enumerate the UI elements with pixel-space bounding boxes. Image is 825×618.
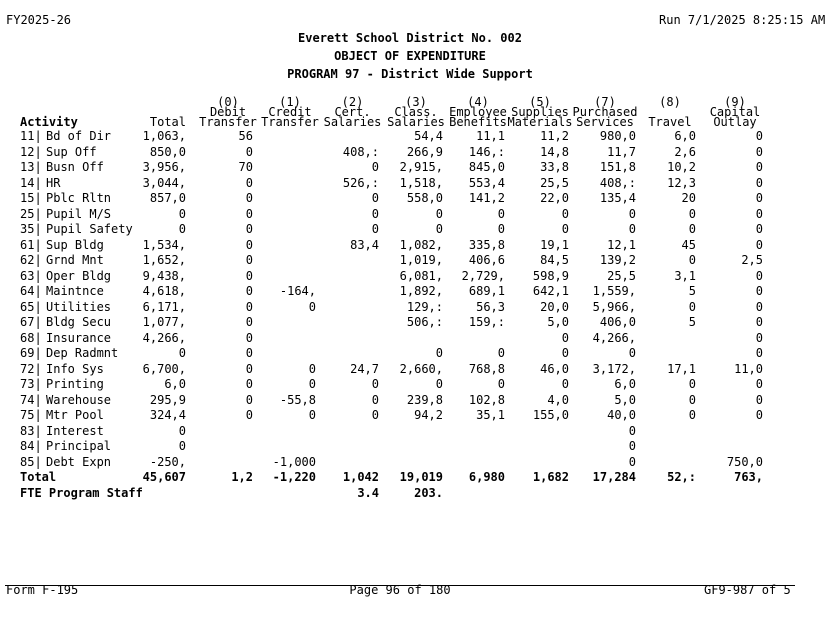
cell-c0: 0	[245, 269, 253, 283]
activity-code: 73|	[20, 377, 42, 391]
cell-c6: 980,0	[599, 129, 636, 143]
total-c2: 1,042	[342, 470, 379, 484]
cell-c5: 14,8	[540, 145, 569, 159]
cell-c8: 0	[755, 191, 763, 205]
column-sublabel-c3: Salaries	[387, 115, 445, 129]
cell-c0: 0	[245, 207, 253, 221]
activity-name: Busn Off	[46, 160, 104, 174]
cell-c8: 0	[755, 238, 763, 252]
column-number-c7: (8)	[659, 95, 681, 109]
cell-c6: 25,5	[607, 269, 636, 283]
form-number: Form F-195	[6, 583, 79, 597]
column-sublabel-c8: Outlay	[713, 115, 757, 129]
cell-c6: 139,2	[599, 253, 636, 267]
cell-c0: 0	[245, 315, 253, 329]
cell-total: -250,	[149, 455, 186, 469]
cell-c6: 11,7	[607, 145, 636, 159]
cell-c4: 102,8	[468, 393, 505, 407]
cell-c6: 12,1	[607, 238, 636, 252]
activity-name: Interest	[46, 424, 104, 438]
cell-c6: 406,0	[599, 315, 636, 329]
total-c1: -1,220	[272, 470, 316, 484]
cell-c8: 0	[755, 269, 763, 283]
cell-c1: 0	[308, 362, 316, 376]
cell-c8: 0	[755, 315, 763, 329]
cell-total: 857,0	[149, 191, 186, 205]
cell-c3: 0	[435, 377, 443, 391]
cell-c4: 56,3	[476, 300, 505, 314]
activity-code: 74|	[20, 393, 42, 407]
cell-c0: 70	[238, 160, 253, 174]
fiscal-year: FY2025-26	[6, 13, 72, 27]
cell-c5: 0	[561, 346, 569, 360]
cell-c8: 0	[755, 393, 763, 407]
cell-c2: 0	[371, 207, 379, 221]
cell-c7: 0	[688, 408, 696, 422]
activity-name: Pupil M/S	[46, 207, 112, 221]
cell-c8: 0	[755, 331, 763, 345]
activity-name: Sup Off	[46, 145, 97, 159]
activity-name: Info Sys	[46, 362, 104, 376]
cell-c3: 2,660,	[399, 362, 443, 376]
cell-c6: 151,8	[599, 160, 636, 174]
cell-c7: 3,1	[674, 269, 696, 283]
activity-name: Debt Expn	[46, 455, 112, 469]
cell-c3: 239,8	[406, 393, 443, 407]
cell-c2: 0	[371, 191, 379, 205]
total-c5: 1,682	[532, 470, 569, 484]
cell-c0: 0	[245, 222, 253, 236]
cell-c7: 10,2	[667, 160, 696, 174]
cell-c8: 0	[755, 222, 763, 236]
cell-total: 6,171,	[142, 300, 186, 314]
cell-c7: 0	[688, 300, 696, 314]
cell-c7: 6,0	[674, 129, 696, 143]
cell-c0: 0	[245, 377, 253, 391]
cell-c4: 768,8	[468, 362, 505, 376]
cell-c0: 0	[245, 253, 253, 267]
activity-code: 12|	[20, 145, 42, 159]
column-total-header: Total	[149, 115, 186, 129]
cell-c4: 141,2	[468, 191, 505, 205]
activity-name: Dep Radmnt	[46, 346, 119, 360]
cell-c7: 45	[681, 238, 696, 252]
cell-c4: 0	[497, 377, 505, 391]
cell-c3: 54,4	[414, 129, 443, 143]
cell-total: 3,956,	[142, 160, 186, 174]
cell-total: 4,266,	[142, 331, 186, 345]
fte-class: 203.	[414, 486, 443, 500]
cell-c6: 40,0	[607, 408, 636, 422]
cell-c3: 1,518,	[399, 176, 443, 190]
cell-c5: 46,0	[540, 362, 569, 376]
cell-total: 0	[178, 207, 186, 221]
cell-total: 324,4	[149, 408, 186, 422]
column-number-c3: (3)	[405, 95, 427, 109]
cell-c8: 0	[755, 207, 763, 221]
cell-c5: 5,0	[547, 315, 569, 329]
cell-c8: 750,0	[726, 455, 763, 469]
column-number-c0: (0)	[217, 95, 239, 109]
activity-name: Insurance	[46, 331, 112, 345]
cell-c4: 406,6	[468, 253, 505, 267]
column-sublabel-c6: Services	[576, 115, 634, 129]
cell-c1: -164,	[279, 284, 316, 298]
cell-c0: 0	[245, 362, 253, 376]
activity-name: Printing	[46, 377, 104, 391]
cell-c6: 408,:	[599, 176, 636, 190]
cell-c5: 33,8	[540, 160, 569, 174]
cell-c5: 0	[561, 222, 569, 236]
cell-c4: 553,4	[468, 176, 505, 190]
activity-code: 67|	[20, 315, 42, 329]
cell-c1: -1,000	[272, 455, 316, 469]
cell-c7: 0	[688, 393, 696, 407]
cell-c8: 0	[755, 176, 763, 190]
cell-c7: 0	[688, 377, 696, 391]
cell-c6: 6,0	[614, 377, 636, 391]
cell-c2: 0	[371, 377, 379, 391]
cell-c7: 5	[688, 284, 696, 298]
cell-c1: -55,8	[279, 393, 316, 407]
cell-c6: 0	[628, 207, 636, 221]
cell-c7: 2,6	[674, 145, 696, 159]
cell-c1: 0	[308, 408, 316, 422]
column-number-c1: (1)	[279, 95, 301, 109]
activity-code: 84|	[20, 439, 42, 453]
cell-c8: 0	[755, 160, 763, 174]
cell-total: 850,0	[149, 145, 186, 159]
cell-c5: 155,0	[532, 408, 569, 422]
total-c3: 19,019	[399, 470, 443, 484]
fte-label: FTE Program Staff	[20, 486, 143, 500]
cell-c7: 17,1	[667, 362, 696, 376]
cell-c8: 0	[755, 377, 763, 391]
cell-c0: 0	[245, 346, 253, 360]
cell-c5: 642,1	[532, 284, 569, 298]
activity-name: Maintnce	[46, 284, 104, 298]
column-number-c6: (7)	[594, 95, 616, 109]
cell-c8: 0	[755, 284, 763, 298]
cell-c6: 4,266,	[592, 331, 636, 345]
cell-c3: 506,:	[406, 315, 443, 329]
cell-c0: 0	[245, 331, 253, 345]
cell-c7: 5	[688, 315, 696, 329]
cell-c8: 0	[755, 408, 763, 422]
fte-cert: 3.4	[357, 486, 379, 500]
report-title: OBJECT OF EXPENDITURE	[334, 49, 486, 63]
activity-code: 65|	[20, 300, 42, 314]
cell-c8: 2,5	[741, 253, 763, 267]
cell-c5: 19,1	[540, 238, 569, 252]
cell-c5: 84,5	[540, 253, 569, 267]
cell-total: 6,0	[164, 377, 186, 391]
cell-c4: 146,:	[468, 145, 505, 159]
cell-c5: 4,0	[547, 393, 569, 407]
cell-c0: 0	[245, 238, 253, 252]
activity-name: Mtr Pool	[46, 408, 104, 422]
cell-c7: 20	[681, 191, 696, 205]
cell-total: 1,063,	[142, 129, 186, 143]
cell-c7: 0	[688, 253, 696, 267]
activity-code: 85|	[20, 455, 42, 469]
cell-c3: 0	[435, 222, 443, 236]
activity-code: 72|	[20, 362, 42, 376]
cell-c5: 0	[561, 207, 569, 221]
total-label: Total	[20, 470, 57, 484]
cell-c2: 0	[371, 393, 379, 407]
column-label-c1: Credit	[268, 105, 312, 119]
cell-c7: 0	[688, 222, 696, 236]
cell-c6: 5,966,	[592, 300, 636, 314]
cell-c5: 11,2	[540, 129, 569, 143]
activity-code: 75|	[20, 408, 42, 422]
cell-c3: 6,081,	[399, 269, 443, 283]
cell-c2: 0	[371, 222, 379, 236]
cell-c4: 0	[497, 207, 505, 221]
cell-c2: 24,7	[350, 362, 379, 376]
cell-total: 295,9	[149, 393, 186, 407]
cell-c3: 558,0	[406, 191, 443, 205]
cell-c8: 0	[755, 129, 763, 143]
activity-name: Warehouse	[46, 393, 112, 407]
column-label-c3: Class.	[394, 105, 438, 119]
cell-c0: 0	[245, 284, 253, 298]
cell-c7: 12,3	[667, 176, 696, 190]
cell-c4: 159,:	[468, 315, 505, 329]
column-label-c5: Supplies	[511, 105, 569, 119]
column-label-c0: Debit	[209, 105, 247, 119]
cell-total: 6,700,	[142, 362, 186, 376]
cell-c2: 526,:	[342, 176, 379, 190]
cell-c8: 11,0	[734, 362, 763, 376]
cell-c1: 0	[308, 377, 316, 391]
cell-c4: 11,1	[476, 129, 505, 143]
cell-c0: 0	[245, 191, 253, 205]
cell-c4: 0	[497, 222, 505, 236]
column-sublabel-c7: Travel	[648, 115, 692, 129]
column-activity-header: Activity	[20, 115, 78, 129]
cell-c5: 598,9	[532, 269, 569, 283]
cell-c6: 0	[628, 222, 636, 236]
cell-c0: 0	[245, 176, 253, 190]
column-sublabel-c5: Materials	[507, 115, 573, 129]
cell-c2: 83,4	[350, 238, 379, 252]
activity-name: Utilities	[46, 300, 112, 314]
cell-c5: 22,0	[540, 191, 569, 205]
cell-c6: 0	[628, 424, 636, 438]
cell-c5: 25,5	[540, 176, 569, 190]
column-label-c6: Purchased	[572, 105, 638, 119]
cell-c3: 129,:	[406, 300, 443, 314]
cell-c3: 2,915,	[399, 160, 443, 174]
activity-name: Bldg Secu	[46, 315, 112, 329]
cell-total: 9,438,	[142, 269, 186, 283]
cell-c5: 0	[561, 377, 569, 391]
activity-code: 63|	[20, 269, 42, 283]
cell-c3: 1,892,	[399, 284, 443, 298]
cell-total: 3,044,	[142, 176, 186, 190]
cell-c8: 0	[755, 145, 763, 159]
cell-c6: 135,4	[599, 191, 636, 205]
activity-name: Pblc Rltn	[46, 191, 112, 205]
cell-c5: 0	[561, 331, 569, 345]
cell-c0: 56	[238, 129, 253, 143]
cell-c3: 1,082,	[399, 238, 443, 252]
activity-code: 13|	[20, 160, 42, 174]
cell-total: 0	[178, 346, 186, 360]
cell-c6: 0	[628, 455, 636, 469]
column-sublabel-c0: Transfer	[199, 115, 257, 129]
total-c0: 1,2	[231, 470, 253, 484]
cell-total: 4,618,	[142, 284, 186, 298]
cell-c3: 1,019,	[399, 253, 443, 267]
page-number: Page 96 of 180	[349, 583, 451, 597]
cell-c4: 2,729,	[461, 269, 505, 283]
activity-code: 62|	[20, 253, 42, 267]
column-number-c8: (9)	[724, 95, 746, 109]
district-title: Everett School District No. 002	[298, 31, 522, 45]
cell-total: 0	[178, 222, 186, 236]
activity-code: 64|	[20, 284, 42, 298]
cell-c2: 408,:	[342, 145, 379, 159]
cell-c2: 0	[371, 408, 379, 422]
activity-name: Oper Bldg	[46, 269, 112, 283]
cell-c0: 0	[245, 145, 253, 159]
cell-c8: 0	[755, 300, 763, 314]
report-code: GF9-987 of 5	[704, 583, 791, 597]
cell-c8: 0	[755, 346, 763, 360]
cell-c6: 1,559,	[592, 284, 636, 298]
column-label-c2: Cert.	[334, 105, 371, 119]
activity-name: Bd of Dir	[46, 129, 112, 143]
cell-total: 1,077,	[142, 315, 186, 329]
total-c8: 763,	[734, 470, 763, 484]
cell-c0: 0	[245, 393, 253, 407]
column-label-c4: Employee	[449, 105, 507, 119]
activity-name: Sup Bldg	[46, 238, 104, 252]
activity-code: 15|	[20, 191, 42, 205]
cell-total: 0	[178, 424, 186, 438]
run-timestamp: Run 7/1/2025 8:25:15 AM	[659, 13, 825, 27]
column-sublabel-c2: Salaries	[323, 115, 382, 129]
cell-c7: 0	[688, 207, 696, 221]
cell-c4: 335,8	[468, 238, 505, 252]
cell-c6: 0	[628, 346, 636, 360]
column-number-c2: (2)	[341, 95, 364, 109]
cell-c0: 0	[245, 300, 253, 314]
cell-c4: 35,1	[476, 408, 505, 422]
activity-name: Principal	[46, 439, 112, 453]
activity-code: 83|	[20, 424, 42, 438]
cell-c6: 0	[628, 439, 636, 453]
activity-code: 14|	[20, 176, 42, 190]
cell-c2: 0	[371, 160, 379, 174]
column-sublabel-c4: Benefits	[449, 115, 507, 129]
activity-name: Grnd Mnt	[46, 253, 104, 267]
column-sublabel-c1: Transfer	[261, 115, 319, 129]
cell-c1: 0	[308, 300, 316, 314]
activity-code: 69|	[20, 346, 42, 360]
cell-c4: 689,1	[468, 284, 505, 298]
total-c6: 17,284	[592, 470, 636, 484]
cell-c0: 0	[245, 408, 253, 422]
cell-c3: 0	[435, 346, 443, 360]
activity-code: 61|	[20, 238, 42, 252]
cell-c3: 0	[435, 207, 443, 221]
activity-code: 68|	[20, 331, 42, 345]
column-label-c8: Capital	[709, 105, 761, 119]
cell-c5: 20,0	[540, 300, 569, 314]
cell-total: 0	[178, 439, 186, 453]
cell-c4: 845,0	[468, 160, 505, 174]
cell-c3: 94,2	[414, 408, 443, 422]
cell-total: 1,534,	[142, 238, 186, 252]
total-total: 45,607	[142, 470, 186, 484]
total-c4: 6,980	[468, 470, 505, 484]
cell-c6: 3,172,	[592, 362, 636, 376]
program-title: PROGRAM 97 - District Wide Support	[287, 67, 533, 81]
activity-name: Pupil Safety	[46, 222, 133, 236]
total-c7: 52,:	[667, 470, 696, 484]
column-number-c4: (4)	[467, 95, 489, 109]
activity-code: 35|	[20, 222, 42, 236]
cell-c4: 0	[497, 346, 505, 360]
activity-name: HR	[46, 176, 61, 190]
cell-total: 1,652,	[142, 253, 186, 267]
cell-c3: 266,9	[406, 145, 443, 159]
activity-code: 25|	[20, 207, 42, 221]
activity-code: 11|	[20, 129, 42, 143]
cell-c6: 5,0	[614, 393, 636, 407]
column-number-c5: (5)	[529, 95, 551, 109]
